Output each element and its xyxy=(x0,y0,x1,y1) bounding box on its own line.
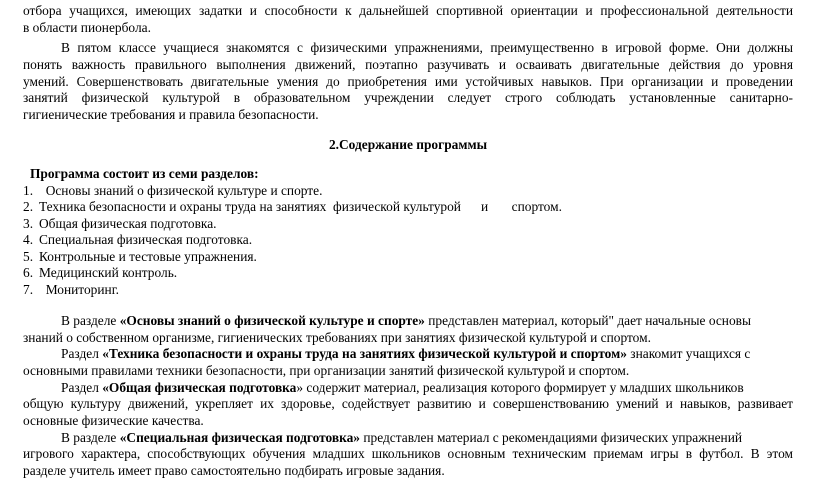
para1-line1: отбора учащихся, имеющих задатки и способности к дальнейшей спортивной ориентации и профессиональной деятельности xyxy=(23,3,793,18)
list-text: Контрольные и тестовые упражнения. xyxy=(39,249,257,264)
list-number: 3. xyxy=(23,216,34,231)
list-item xyxy=(23,282,119,298)
list-intro: Программа состоит из семи разделов: xyxy=(30,166,259,181)
list-text: Общая физическая подготовка. xyxy=(39,216,217,231)
list-number: 7. xyxy=(23,282,34,297)
list-text: Техника безопасности и охраны труда на занятиях физической культурой и спортом. xyxy=(39,199,562,214)
desc2-prefix: Раздел xyxy=(61,346,103,361)
list-number: 6. xyxy=(23,265,34,280)
desc3-title: «Общая физическая подготовка xyxy=(102,380,297,395)
list-item xyxy=(23,183,322,199)
desc1-line2: знаний о собственном организме, гигиенических требованиях при занятиях физической культурой и спортом. xyxy=(23,330,651,345)
desc1-title: «Основы знаний о физической культуре и спорте» xyxy=(119,313,425,328)
list-text: Мониторинг. xyxy=(39,282,120,297)
list-text: Основы знаний о физической культуре и спорте. xyxy=(39,183,323,198)
desc2-line1 xyxy=(61,346,750,362)
section-heading: 2.Содержание программы xyxy=(328,137,488,152)
desc2-title: «Техника безопасности и охраны труда на занятиях физической культурой и спортом» xyxy=(102,346,627,361)
desc3-line1 xyxy=(61,380,744,396)
list-item xyxy=(23,216,217,232)
para2-line2: понять важность правильного выполнения движений, поэтапно разучивать и осваивать двигательные действия до уровня xyxy=(23,57,793,72)
list-item xyxy=(23,199,562,215)
desc4-line2: игрового характера, способствующих обучения младших школьников основным техническим приемам игры в футбол. В этом xyxy=(23,446,793,461)
list-text: Медицинский контроль. xyxy=(39,265,178,280)
desc4-prefix: В разделе xyxy=(61,430,120,445)
list-text: Специальная физическая подготовка. xyxy=(39,232,253,247)
desc4-line3: разделе учитель имеет право самостоятельно подбирать игровые задания. xyxy=(23,463,445,478)
para2-line3: умений. Совершенствовать двигательные умения до приобретения ими устойчивых навыков. При организации и проведении xyxy=(23,74,793,89)
desc3-line2: общую культуру движений, укрепляет их здоровье, содействует развитию и совершенствованию умений и навыков, развивает xyxy=(23,396,793,411)
para2-line5: гигиенические требования и правила безопасности. xyxy=(23,107,319,122)
desc4-title: «Специальная физическая подготовка» xyxy=(119,430,361,445)
desc1-prefix: В разделе xyxy=(61,313,120,328)
list-number: 4. xyxy=(23,232,34,247)
desc4-line1 xyxy=(61,430,742,446)
para2-line1: В пятом классе учащиеся знакомятся с физическими упражнениями, преимущественно в игровой форме. Они должны xyxy=(61,40,793,55)
desc4-suffix: представлен материал с рекомендациями физических упражнений xyxy=(360,430,743,445)
list-item xyxy=(23,249,257,265)
desc1-line1 xyxy=(61,313,751,329)
list-number: 5. xyxy=(23,249,34,264)
para2-line4: занятий физической культурой в образовательном учреждении следует строго соблюдать установленные санитарно- xyxy=(23,90,793,105)
para1-line2: в области пионербола. xyxy=(23,20,151,35)
desc1-suffix: представлен материал, который" дает начальные основы xyxy=(424,313,751,328)
list-number: 1. xyxy=(23,183,34,198)
desc2-suffix: знакомит учащихся с xyxy=(626,346,751,361)
list-item xyxy=(23,265,177,281)
desc3-suffix: » содержит материал, реализация которого формирует у младших школьников xyxy=(296,380,744,395)
list-number: 2. xyxy=(23,199,34,214)
desc3-prefix: Раздел xyxy=(61,380,103,395)
desc3-line3: основные физические качества. xyxy=(23,413,204,428)
desc2-line2: основными правилами техники безопасности, при организации занятий физической культурой и спортом. xyxy=(23,363,630,378)
list-item xyxy=(23,232,252,248)
